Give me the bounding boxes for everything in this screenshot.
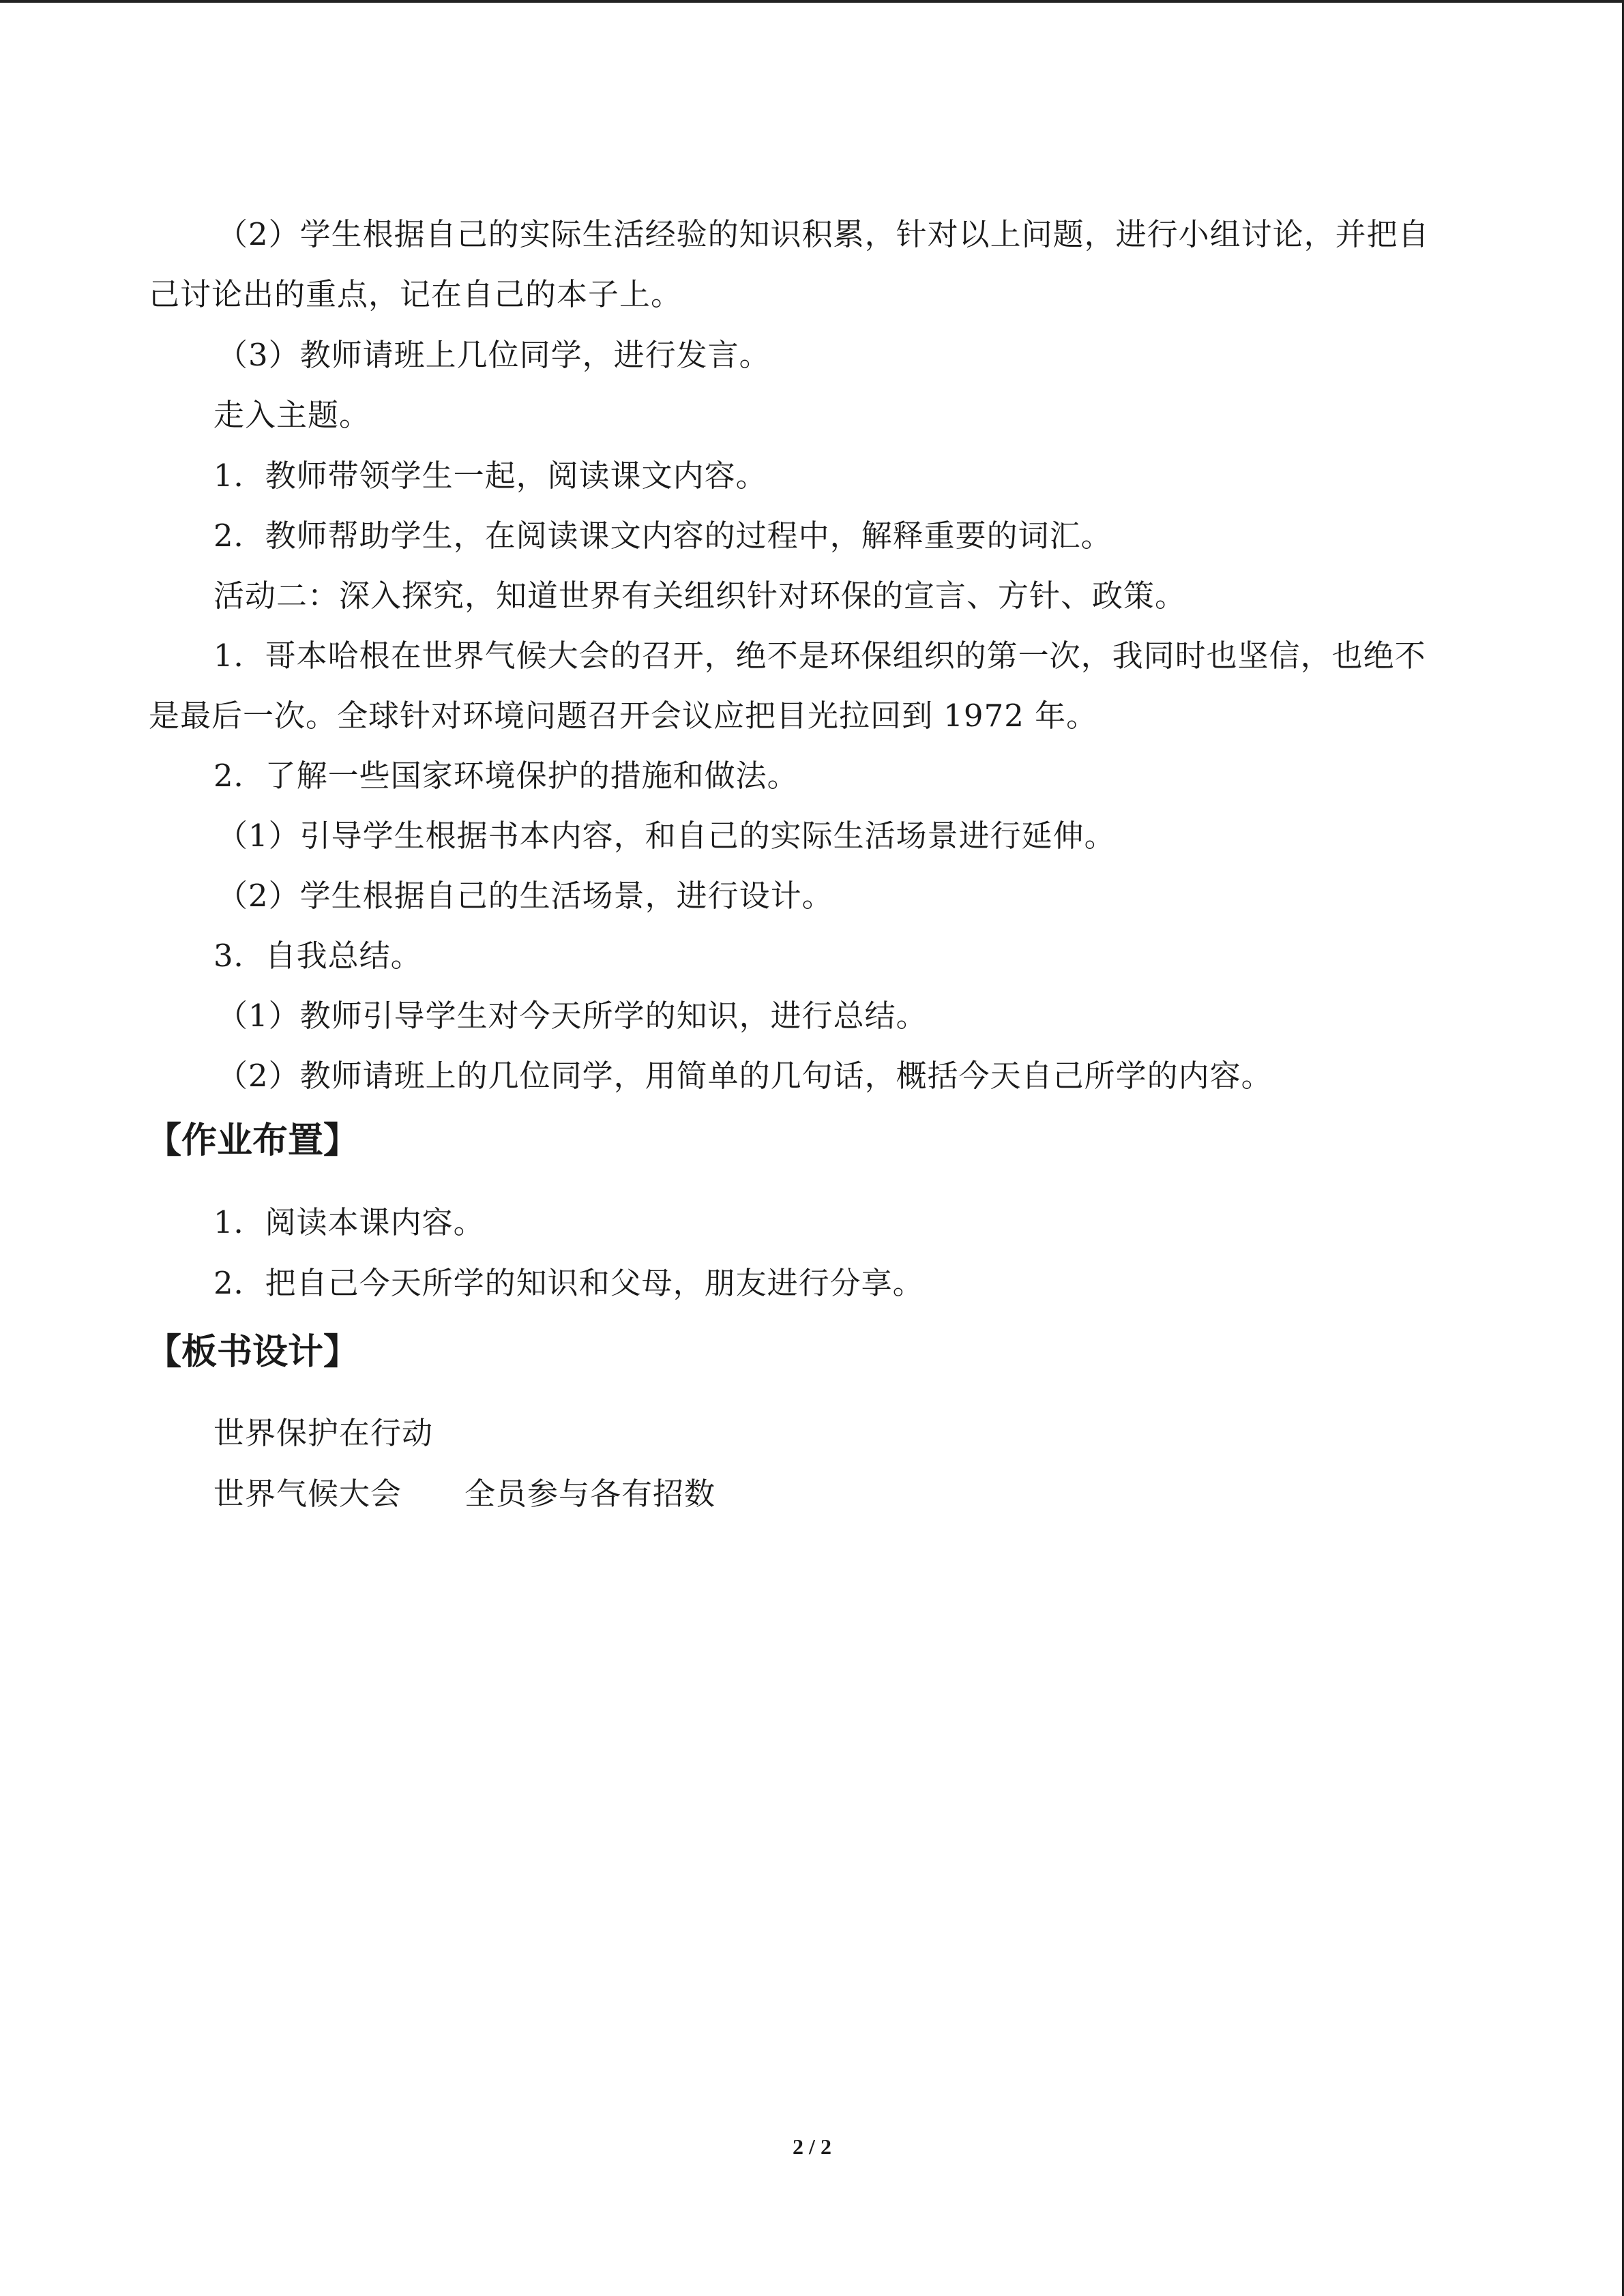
paragraph-line: 2．了解一些国家环境保护的措施和做法。 — [213, 758, 799, 794]
paragraph-line: （3）教师请班上几位同学，进行发言。 — [217, 337, 771, 373]
page-number: 2 / 2 — [793, 2134, 831, 2159]
paragraph-line: 走入主题。 — [213, 397, 371, 433]
paragraph-line: （1）教师引导学生对今天所学的知识，进行总结。 — [217, 998, 928, 1034]
paragraph-line: 1．哥本哈根在世界气候大会的召开，绝不是环保组织的第一次，我同时也坚信，也绝不 — [213, 638, 1426, 674]
paragraph-line: （2）学生根据自己的生活场景，进行设计。 — [217, 878, 833, 914]
homework-heading: 【作业布置】 — [146, 1120, 359, 1161]
paragraph-line: （1）引导学生根据书本内容，和自己的实际生活场景进行延伸。 — [217, 818, 1116, 854]
paragraph-line: 是最后一次。全球针对环境问题召开会议应把目光拉回到 1972 年。 — [149, 698, 1098, 734]
paragraph-line: 1．教师带领学生一起，阅读课文内容。 — [213, 458, 767, 494]
homework-item: 1．阅读本课内容。 — [213, 1204, 485, 1240]
board-design-line: 世界气候大会 全员参与各有招数 — [213, 1476, 716, 1512]
paragraph-line: 己讨论出的重点，记在自己的本子上。 — [149, 276, 683, 312]
paragraph-line: 2．教师帮助学生，在阅读课文内容的过程中，解释重要的词汇。 — [213, 518, 1112, 554]
paragraph-line: 3．自我总结。 — [213, 938, 422, 974]
homework-item: 2．把自己今天所学的知识和父母，朋友进行分享。 — [213, 1265, 924, 1301]
paragraph-line: 活动二：深入探究，知道世界有关组织针对环保的宣言、方针、政策。 — [213, 578, 1187, 614]
paragraph-line: （2）教师请班上的几位同学，用简单的几句话，概括今天自己所学的内容。 — [217, 1058, 1273, 1094]
board-design-line: 世界保护在行动 — [213, 1415, 434, 1451]
board-design-heading: 【板书设计】 — [146, 1332, 359, 1373]
paragraph-line: （2）学生根据自己的实际生活经验的知识积累，针对以上问题，进行小组讨论，并把自 — [217, 216, 1430, 252]
